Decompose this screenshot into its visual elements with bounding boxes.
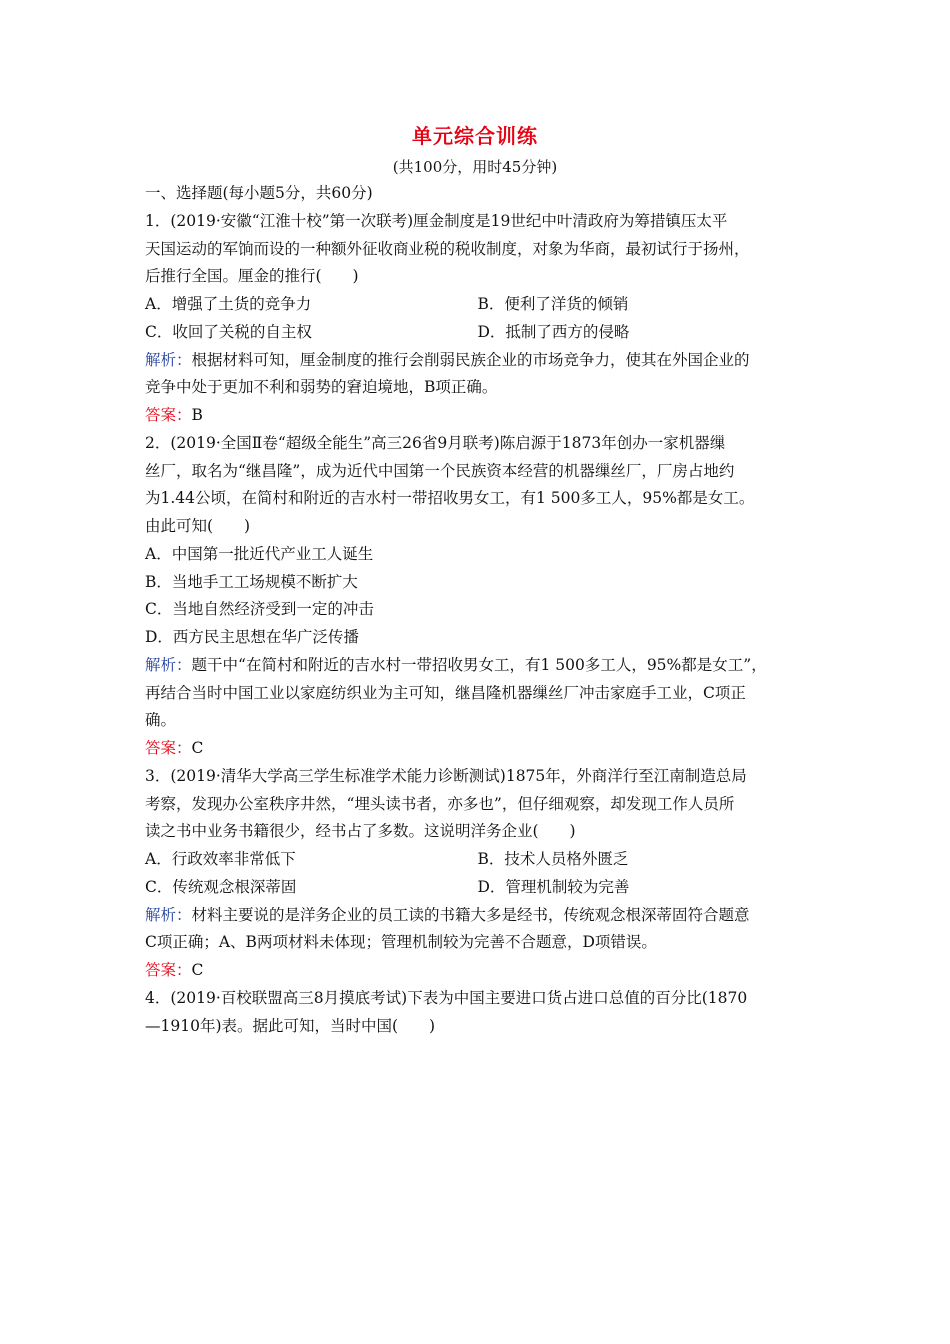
analysis-text: 材料主要说的是洋务企业的员工读的书籍大多是经书，传统观念根深蒂固符合题意 xyxy=(191,905,750,924)
page-subtitle: (共100分，用时45分钟) xyxy=(392,158,558,176)
analysis-line xyxy=(145,902,810,930)
option-a: A．行政效率非常低下 xyxy=(145,850,296,868)
option-a: A．中国第一批近代产业工人诞生 xyxy=(145,544,374,563)
option-c: C．当地自然经济受到一定的冲击 xyxy=(145,600,374,619)
page-title: 单元综合训练 xyxy=(412,124,538,148)
question-3 xyxy=(145,763,810,985)
options-row xyxy=(145,874,810,902)
option-d: D．抵制了西方的侵略 xyxy=(477,322,630,341)
question-stem-line: 1．(2019·安徽“江淮十校”第一次联考)厘金制度是19世纪中叶清政府为筹措镇压太平 xyxy=(145,211,728,230)
question-stem-line: 读之书中业务书籍很少，经书占了多数。这说明洋务企业( ) xyxy=(145,822,576,841)
analysis-text: 题干中“在简村和附近的吉水村一带招收男女工，有1 500多工人，95%都是女工”， xyxy=(191,655,767,674)
answer-line xyxy=(145,735,810,763)
question-stem-line: 4．(2019·百校联盟高三8月摸底考试)下表为中国主要进口货占进口总值的百分比(1870 xyxy=(145,988,748,1007)
option-b: B．技术人员格外匮乏 xyxy=(477,850,629,868)
question-2 xyxy=(145,430,810,763)
answer-label: 答案： xyxy=(145,406,192,424)
question-stem-line: 丝厂，取名为“继昌隆”，成为近代中国第一个民族资本经营的机器缫丝厂，厂房占地约 xyxy=(145,461,735,480)
question-1 xyxy=(145,208,810,430)
question-stem-line: 后推行全国。厘金的推行( ) xyxy=(145,267,359,286)
option-b: B．当地手工工场规模不断扩大 xyxy=(145,572,358,591)
answer-value: C xyxy=(191,739,204,757)
answer-line xyxy=(145,402,810,430)
question-stem-line: 由此可知( ) xyxy=(145,517,251,535)
answer-label: 答案： xyxy=(145,961,192,979)
option-c: C．收回了关税的自主权 xyxy=(145,322,312,341)
analysis-line: 再结合当时中国工业以家庭纺织业为主可知，继昌隆机器缫丝厂冲击家庭手工业，C项正 xyxy=(145,683,746,702)
analysis-label: 解析： xyxy=(145,905,192,924)
question-stem-line: 3．(2019·清华大学高三学生标准学术能力诊断测试)1875年，外商洋行至江南制造总局 xyxy=(145,766,747,785)
option-c: C．传统观念根深蒂固 xyxy=(145,877,297,896)
analysis-label: 解析： xyxy=(145,350,192,369)
options-row xyxy=(145,291,810,319)
answer-value: B xyxy=(191,406,203,424)
question-stem-line: 考察，发现办公室秩序井然，“埋头读书者，亦多也”，但仔细观察，却发现工作人员所 xyxy=(145,794,735,813)
document-body xyxy=(145,180,810,1040)
analysis-line: 确。 xyxy=(145,711,177,730)
question-stem-line: 为1.44公顷，在简村和附近的吉水村一带招收男女工，有1 500多工人，95%都是女工。 xyxy=(145,489,755,508)
question-stem-line: 天国运动的军饷而设的一种额外征收商业税的税收制度，对象为华商，最初试行于扬州， xyxy=(145,239,750,258)
question-stem-line: —1910年)表。据此可知，当时中国( ) xyxy=(145,1016,436,1035)
answer-label: 答案： xyxy=(145,739,192,757)
question-stem-line: 2．(2019·全国Ⅱ卷“超级全能生”高三26省9月联考)陈启源于1873年创办一家机器缫 xyxy=(145,433,726,452)
analysis-line: C项正确；A、B两项材料未体现；管理机制较为完善不合题意，D项错误。 xyxy=(145,933,657,952)
question-4 xyxy=(145,985,810,1041)
analysis-label: 解析： xyxy=(145,655,192,674)
option-b: B．便利了洋货的倾销 xyxy=(477,295,629,313)
analysis-line xyxy=(145,652,810,680)
answer-line xyxy=(145,957,810,985)
analysis-line xyxy=(145,347,810,375)
option-d: D．管理机制较为完善 xyxy=(477,877,630,896)
option-d: D．西方民主思想在华广泛传播 xyxy=(145,628,359,646)
section-heading: 一、选择题(每小题5分，共60分) xyxy=(145,184,373,202)
options-row xyxy=(145,319,810,347)
options-row xyxy=(145,846,810,874)
analysis-line: 竞争中处于更加不利和弱势的窘迫境地，B项正确。 xyxy=(145,378,498,397)
analysis-text: 根据材料可知，厘金制度的推行会削弱民族企业的市场竞争力，使其在外国企业的 xyxy=(191,350,750,369)
answer-value: C xyxy=(191,961,204,979)
option-a: A．增强了土货的竞争力 xyxy=(145,295,312,313)
